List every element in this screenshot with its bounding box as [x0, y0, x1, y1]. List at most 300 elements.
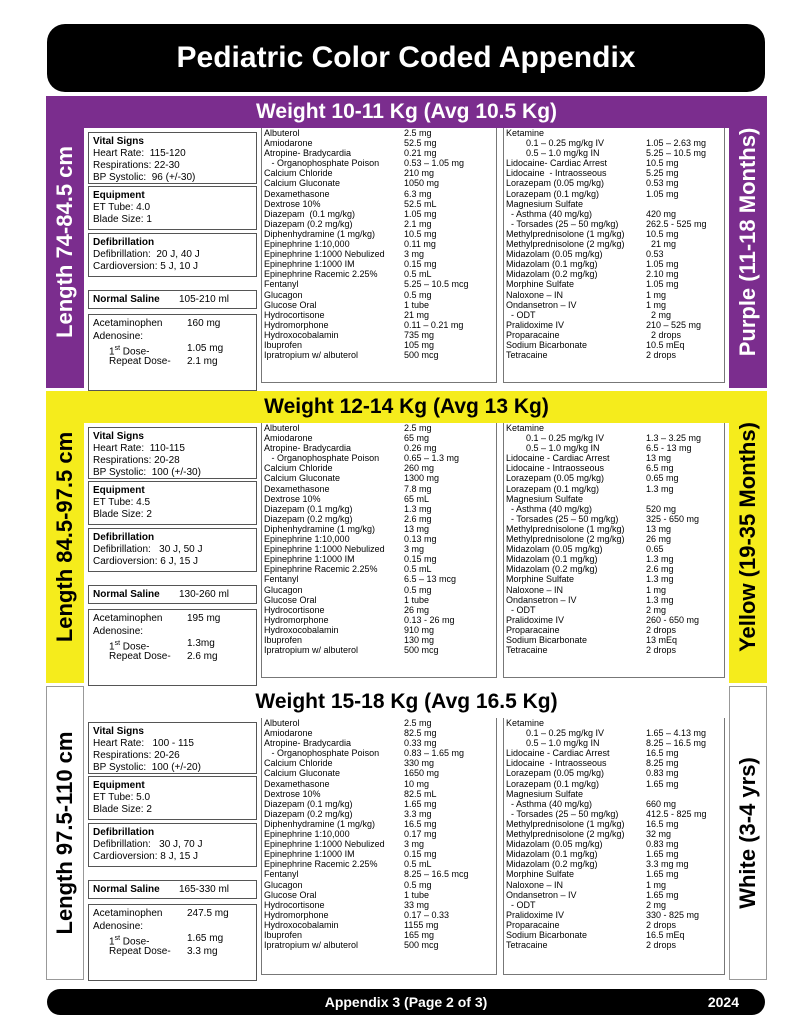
color-age-label: White (3-4 yrs)	[735, 757, 760, 909]
med-name: Methylprednisolone (2 mg/kg)	[506, 534, 625, 545]
page-header	[47, 24, 765, 92]
med-name: Proparacaine	[506, 329, 560, 340]
med-name: Fentanyl	[264, 574, 299, 585]
med-name: Midazolam (0.2 mg/kg)	[506, 269, 598, 280]
med-name: Ondansetron – IV	[506, 889, 577, 900]
med-name: Lorazepam (0.1 mg/kg)	[506, 778, 600, 789]
medication-column-b	[503, 128, 725, 383]
med-row	[504, 504, 724, 514]
med-row	[262, 534, 496, 544]
med-dose: 7.8 mg	[404, 483, 432, 494]
blade-size: Blade Size: 1	[93, 214, 152, 225]
med-name: Ibuprofen	[264, 929, 303, 940]
weight-title: Weight 12-14 Kg (Avg 13 Kg)	[264, 395, 549, 418]
adenosine-first-dose-label: 1st Dose-	[109, 935, 150, 948]
med-name: Methylprednisolone (1 mg/kg)	[506, 228, 625, 239]
med-row	[504, 585, 724, 595]
med-name: Tetracaine	[506, 350, 548, 361]
vital-signs-heading: Vital Signs	[93, 136, 144, 147]
color-band	[729, 96, 767, 388]
weight-section	[46, 391, 767, 683]
med-dose: 2 mg	[646, 604, 667, 615]
med-name: Lidocaine - Intraosseous	[506, 758, 607, 769]
med-row	[504, 209, 724, 219]
length-band	[46, 96, 84, 388]
med-name: Albuterol	[264, 718, 300, 728]
adenosine-repeat-dose-label: Repeat Dose-	[109, 650, 171, 662]
med-name: Lidocaine - Intraosseous	[506, 463, 605, 474]
med-row	[262, 209, 496, 219]
med-row	[504, 300, 724, 310]
med-name: Naloxone – IN	[506, 584, 564, 595]
med-dose: 2.6 mg	[404, 513, 432, 524]
med-name: Pralidoxime IV	[506, 614, 565, 625]
med-dose: 735 mg	[404, 329, 435, 340]
med-dose: 0.53 – 1.05 mg	[404, 158, 465, 169]
med-name: - ODT	[506, 309, 536, 320]
med-row	[262, 789, 496, 799]
med-name: Atropine- Bradycardia	[264, 738, 352, 749]
med-name: Pralidoxime IV	[506, 319, 565, 330]
medication-column-a	[261, 128, 497, 383]
med-row	[262, 910, 496, 920]
med-dose: 1 tube	[404, 594, 430, 605]
med-name: Dexamethasone	[264, 483, 330, 494]
med-name: Diphenhydramine (1 mg/kg)	[264, 523, 376, 534]
med-dose: 0.5 mg	[404, 879, 432, 890]
med-dose: 26 mg	[646, 534, 672, 545]
med-name: Sodium Bicarbonate	[506, 929, 588, 940]
med-name: Glucagon	[264, 289, 303, 300]
med-name: 0.1 – 0.25 mg/kg IV	[506, 728, 605, 739]
color-band	[729, 686, 767, 980]
med-name: Lorazepam (0.1 mg/kg)	[506, 188, 600, 199]
equipment-heading: Equipment	[93, 485, 145, 496]
med-row	[504, 645, 724, 655]
med-name: Midazolam (0.2 mg/kg)	[506, 564, 598, 575]
med-name: - Torsades (25 – 50 mg/kg)	[506, 218, 619, 229]
med-name: Dextrose 10%	[264, 198, 321, 209]
med-name: Atropine- Bradycardia	[264, 148, 352, 159]
med-row	[504, 219, 724, 229]
med-row	[504, 138, 724, 148]
med-row	[262, 585, 496, 595]
med-row	[262, 219, 496, 229]
med-row	[262, 249, 496, 259]
section-content	[84, 718, 729, 976]
acetaminophen-adenosine-box	[88, 314, 257, 391]
med-dose: 0.83 mg	[646, 768, 679, 779]
adenosine-first-dose-label: 1st Dose-	[109, 345, 150, 358]
med-name: 0.5 – 1.0 mg/kg IN	[506, 738, 600, 749]
med-row	[504, 433, 724, 443]
acetaminophen-label: Acetaminophen	[93, 613, 163, 624]
med-row	[262, 178, 496, 188]
med-dose: 325 - 650 mg	[646, 513, 700, 524]
med-name: Epinephrine 1:1000 IM	[264, 259, 355, 270]
med-dose: 105 mg	[404, 339, 435, 350]
equipment-heading: Equipment	[93, 190, 145, 201]
adenosine-label: Adenosine:	[93, 330, 144, 342]
med-dose: 13 mg	[404, 523, 430, 534]
med-dose: 660 mg	[646, 798, 677, 809]
med-row	[262, 554, 496, 564]
med-dose: 13 mg	[646, 523, 672, 534]
med-row	[504, 880, 724, 890]
med-row	[262, 738, 496, 748]
med-dose: 0.11 mg	[404, 239, 436, 250]
med-row	[262, 494, 496, 504]
normal-saline-volume: 105-210 ml	[179, 294, 230, 305]
med-row	[504, 839, 724, 849]
med-row	[262, 758, 496, 768]
med-row	[262, 574, 496, 584]
med-name: Calcium Chloride	[264, 758, 333, 769]
med-row	[504, 595, 724, 605]
normal-saline-volume: 165-330 ml	[179, 884, 230, 895]
med-dose: 0.65 mg	[646, 473, 679, 484]
med-name: 0.5 – 1.0 mg/kg IN	[506, 443, 600, 454]
med-dose: 165 mg	[404, 929, 435, 940]
med-dose: 32 mg	[646, 829, 672, 840]
med-dose: 500 mcg	[404, 645, 439, 656]
length-label: Length 84.5-97.5 cm	[52, 431, 77, 643]
med-row	[504, 514, 724, 524]
respirations: Respirations: 22-30	[93, 160, 180, 171]
med-name: Epinephrine 1:10,000	[264, 534, 350, 545]
med-dose: 2.10 mg	[646, 269, 679, 280]
med-dose: 52.5 mL	[404, 198, 437, 209]
med-name: Calcium Gluconate	[264, 473, 341, 484]
adenosine-first-dose: 1.65 mg	[187, 933, 224, 944]
med-row	[262, 514, 496, 524]
med-name: Ipratropium w/ albuterol	[264, 940, 359, 951]
bp-systolic: BP Systolic: 96 (+/-30)	[93, 172, 196, 183]
med-dose: 2 mg	[646, 899, 667, 910]
length-band	[46, 391, 84, 683]
med-row	[262, 504, 496, 514]
med-dose: 0.5 mL	[404, 859, 432, 870]
med-dose: 1 mg	[646, 584, 667, 595]
med-row	[504, 269, 724, 279]
med-name: Diazepam (0.2 mg/kg)	[264, 218, 353, 229]
color-band	[729, 391, 767, 683]
med-row	[262, 728, 496, 738]
med-row	[262, 269, 496, 279]
med-dose: 52.5 mg	[404, 138, 437, 149]
equipment-heading: Equipment	[93, 780, 145, 791]
normal-saline-box	[88, 585, 257, 604]
med-name: Diazepam (0.1 mg/kg)	[264, 798, 353, 809]
med-dose: 0.17 mg	[404, 829, 437, 840]
med-row	[504, 930, 724, 940]
med-dose: 2 drops	[646, 645, 677, 656]
med-name: 0.1 – 0.25 mg/kg IV	[506, 138, 605, 149]
med-row	[262, 940, 496, 950]
med-dose: 16.5 mg	[646, 748, 679, 759]
med-row	[504, 453, 724, 463]
med-dose: 0.26 mg	[404, 443, 437, 454]
med-dose: 8.25 mg	[646, 758, 679, 769]
adenosine-repeat-dose-label: Repeat Dose-	[109, 945, 171, 957]
defibrillation-box	[88, 528, 257, 572]
med-name: Diphenhydramine (1 mg/kg)	[264, 818, 376, 829]
med-dose: 13 mg	[646, 453, 672, 464]
med-dose: 412.5 - 825 mg	[646, 808, 707, 819]
med-name: Hydromorphone	[264, 319, 329, 330]
adenosine-first-dose-label: 1st Dose-	[109, 640, 150, 653]
med-dose: 3 mg	[404, 839, 425, 850]
med-row	[262, 625, 496, 635]
respirations: Respirations: 20-26	[93, 750, 180, 761]
med-row	[262, 350, 496, 360]
med-name: Glucagon	[264, 879, 303, 890]
med-row	[262, 544, 496, 554]
med-name: Methylprednisolone (2 mg/kg)	[506, 239, 625, 250]
med-name: Hydrocortisone	[264, 309, 325, 320]
med-row	[504, 890, 724, 900]
med-name: Epinephrine 1:1000 Nebulized	[264, 249, 385, 260]
vital-signs-box	[88, 722, 257, 774]
med-name: Hydroxocobalamin	[264, 624, 339, 635]
med-row	[262, 443, 496, 453]
med-name: Diazepam (0.1 mg/kg)	[264, 503, 353, 514]
med-row	[262, 930, 496, 940]
med-row	[504, 849, 724, 859]
med-dose: 0.13 mg	[404, 534, 437, 545]
med-row	[262, 839, 496, 849]
med-row	[504, 189, 724, 199]
med-dose: 260 mg	[404, 463, 435, 474]
med-row	[504, 290, 724, 300]
med-row	[504, 748, 724, 758]
med-name: Naloxone – IN	[506, 879, 564, 890]
med-name: Atropine- Bradycardia	[264, 443, 352, 454]
weight-title: Weight 10-11 Kg (Avg 10.5 Kg)	[255, 100, 558, 123]
med-dose: 0.53 mg	[646, 178, 679, 189]
med-row	[262, 310, 496, 320]
med-dose: 0.11 – 0.21 mg	[404, 319, 464, 330]
med-row	[504, 168, 724, 178]
med-row	[504, 443, 724, 453]
med-name: Glucose Oral	[264, 889, 317, 900]
weight-title: Weight 15-18 Kg (Avg 16.5 Kg)	[255, 690, 558, 713]
med-row	[262, 615, 496, 625]
med-row	[262, 148, 496, 158]
med-row	[504, 615, 724, 625]
med-dose: 10.5 mEq	[646, 339, 685, 350]
med-dose: 1.05 mg	[404, 208, 437, 219]
med-dose: 500 mcg	[404, 350, 439, 361]
med-row	[504, 158, 724, 168]
acetaminophen-label: Acetaminophen	[93, 908, 163, 919]
med-dose: 0.83 mg	[646, 839, 679, 850]
vital-signs-box	[88, 132, 257, 184]
med-row	[262, 473, 496, 483]
defibrillation-joules: Defibrillation: 20 J, 40 J	[93, 249, 200, 260]
med-row	[504, 789, 724, 799]
med-row	[262, 859, 496, 869]
vital-signs-box	[88, 427, 257, 479]
med-row	[504, 768, 724, 778]
med-name: Sodium Bicarbonate	[506, 339, 588, 350]
med-name: Dextrose 10%	[264, 493, 321, 504]
heart-rate: Heart Rate: 115-120	[93, 148, 186, 159]
med-dose: 1.65 mg	[646, 869, 679, 880]
med-row	[504, 484, 724, 494]
med-row	[504, 718, 724, 728]
respirations: Respirations: 20-28	[93, 455, 180, 466]
med-row	[504, 574, 724, 584]
bp-systolic: BP Systolic: 100 (+/-30)	[93, 467, 201, 478]
med-name: Morphine Sulfate	[506, 574, 575, 585]
med-dose: 65 mg	[404, 433, 430, 444]
med-name: Lidocaine - Cardiac Arrest	[506, 453, 610, 464]
med-dose: 10.5 mg	[646, 158, 679, 169]
med-dose: 0.5 mg	[404, 289, 432, 300]
normal-saline-label: Normal Saline	[93, 884, 160, 895]
med-row	[504, 635, 724, 645]
med-name: Epinephrine 1:1000 IM	[264, 554, 355, 565]
weight-title-bar	[84, 391, 729, 423]
med-name: Amiodarone	[264, 728, 313, 739]
med-name: Midazolam (0.05 mg/kg)	[506, 249, 603, 260]
et-tube: ET Tube: 4.5	[93, 497, 151, 508]
med-name: Epinephrine Racemic 2.25%	[264, 564, 378, 575]
med-row	[262, 869, 496, 879]
med-name: - Organophosphate Poison	[264, 453, 380, 464]
med-name: Lorazepam (0.1 mg/kg)	[506, 483, 600, 494]
med-name: Tetracaine	[506, 645, 548, 656]
med-dose: 0.83 – 1.65 mg	[404, 748, 465, 759]
med-dose: 2 drops	[646, 919, 677, 930]
med-dose: 10 mg	[404, 778, 430, 789]
med-dose: 10.5 mg	[646, 228, 679, 239]
adenosine-repeat-dose-label: Repeat Dose-	[109, 355, 171, 367]
med-row	[504, 758, 724, 768]
heart-rate: Heart Rate: 110-115	[93, 443, 185, 454]
med-name: - Torsades (25 – 50 mg/kg)	[506, 808, 619, 819]
med-row	[262, 330, 496, 340]
med-row	[262, 748, 496, 758]
med-row	[262, 290, 496, 300]
normal-saline-volume: 130-260 ml	[179, 589, 230, 600]
med-dose: 2.5 mg	[404, 718, 432, 728]
med-dose: 65 mL	[404, 493, 430, 504]
med-name: Proparacaine	[506, 624, 560, 635]
med-dose: 1.05 mg	[646, 279, 679, 290]
med-dose: 0.5 mL	[404, 269, 432, 280]
med-row	[504, 279, 724, 289]
med-row	[262, 158, 496, 168]
med-dose: 5.25 mg	[646, 168, 679, 179]
med-row	[504, 869, 724, 879]
med-name: - Torsades (25 – 50 mg/kg)	[506, 513, 619, 524]
medication-column-b	[503, 423, 725, 678]
med-name: Hydrocortisone	[264, 604, 325, 615]
med-dose: 0.65	[646, 544, 664, 555]
med-dose: 6.5 mg	[646, 463, 674, 474]
med-dose: 13 mEq	[646, 634, 678, 645]
length-band	[46, 686, 84, 980]
med-name: Epinephrine 1:10,000	[264, 829, 350, 840]
med-name: - Asthma (40 mg/kg)	[506, 208, 593, 219]
med-row	[504, 524, 724, 534]
med-row	[504, 544, 724, 554]
med-name: Midazolam (0.05 mg/kg)	[506, 544, 603, 555]
med-name: Sodium Bicarbonate	[506, 634, 588, 645]
med-name: Diazepam (0.2 mg/kg)	[264, 513, 353, 524]
med-dose: 16.5 mEq	[646, 929, 685, 940]
med-dose: 0.15 mg	[404, 849, 437, 860]
med-name: Calcium Chloride	[264, 168, 333, 179]
med-dose: 3.3 mg	[404, 808, 432, 819]
med-dose: 2 drops	[646, 940, 677, 951]
acetaminophen-adenosine-box	[88, 904, 257, 981]
med-name: Ipratropium w/ albuterol	[264, 645, 359, 656]
acetaminophen-dose: 195 mg	[187, 613, 221, 624]
adenosine-first-dose: 1.3mg	[187, 638, 215, 649]
section-content	[84, 423, 729, 679]
med-row	[504, 423, 724, 433]
med-row	[504, 554, 724, 564]
med-row	[262, 920, 496, 930]
med-dose: 0.17 – 0.33	[404, 909, 450, 920]
page-title: Pediatric Color Coded Appendix	[176, 41, 636, 74]
med-name: - ODT	[506, 899, 536, 910]
med-name: Fentanyl	[264, 869, 299, 880]
med-dose: 1 mg	[646, 299, 667, 310]
adenosine-repeat-dose: 2.6 mg	[187, 650, 218, 662]
weight-section	[46, 96, 767, 388]
acetaminophen-dose: 160 mg	[187, 318, 221, 329]
med-row	[504, 350, 724, 360]
med-row	[504, 819, 724, 829]
med-name: Diazepam (0.1 mg/kg)	[264, 208, 356, 219]
med-dose: 2 drops	[646, 329, 682, 340]
med-dose: 420 mg	[646, 208, 677, 219]
med-name: Calcium Gluconate	[264, 178, 341, 189]
med-row	[262, 880, 496, 890]
footer-year: 2024	[707, 994, 739, 1010]
med-dose: 2.1 mg	[404, 218, 432, 229]
normal-saline-label: Normal Saline	[93, 589, 160, 600]
med-name: Ipratropium w/ albuterol	[264, 350, 359, 361]
med-name: Dexamethasone	[264, 188, 330, 199]
med-row	[504, 809, 724, 819]
med-dose: 330 - 825 mg	[646, 909, 700, 920]
normal-saline-label: Normal Saline	[93, 294, 160, 305]
med-dose: 1 tube	[404, 299, 430, 310]
adenosine-label: Adenosine:	[93, 625, 144, 637]
med-dose: 2 mg	[646, 309, 672, 320]
med-dose: 1 mg	[646, 879, 667, 890]
med-row	[262, 849, 496, 859]
med-name: Ibuprofen	[264, 634, 303, 645]
med-name: Amiodarone	[264, 138, 313, 149]
med-dose: 1.3 mg	[404, 503, 432, 514]
defibrillation-heading: Defibrillation	[93, 532, 155, 543]
med-row	[504, 340, 724, 350]
equipment-box	[88, 481, 257, 525]
med-name: Hydroxocobalamin	[264, 919, 339, 930]
med-name: Amiodarone	[264, 433, 313, 444]
med-dose: 0.15 mg	[404, 259, 437, 270]
med-name: Midazolam (0.1 mg/kg)	[506, 554, 598, 565]
acetaminophen-dose: 247.5 mg	[187, 908, 229, 919]
med-row	[504, 799, 724, 809]
med-dose: 1.65 mg	[646, 778, 679, 789]
